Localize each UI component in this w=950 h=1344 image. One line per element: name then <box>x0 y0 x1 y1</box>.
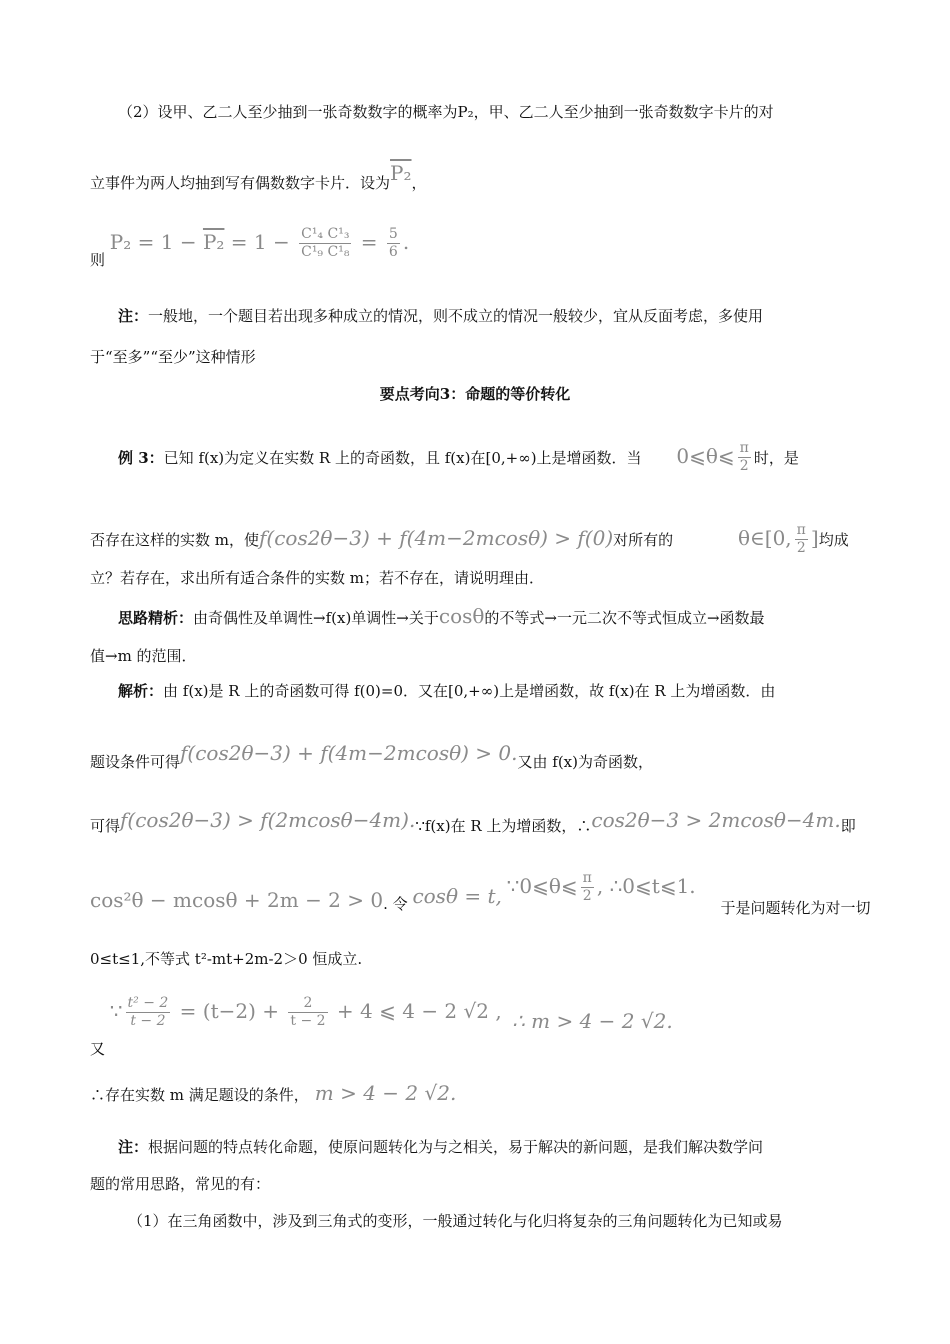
note-1-line2: 于“至多”“至少”这种情形 <box>90 348 256 366</box>
p2-complement-symbol: P₂ <box>390 161 412 185</box>
example-3-line3: 立？若存在，求出所有适合条件的实数 m；若不存在，请说明理由． <box>90 569 544 587</box>
note-2-line1: 注：根据问题的特点转化命题，使原问题转化为与之相关，易于解决的新问题，是我们解决数学问 <box>118 1138 764 1156</box>
solution-line3: 可得f(cos2θ−3) > f(2mcosθ−4m).∵f(x)在 R 上为增函数，∴cos2θ−3 > 2mcosθ−4m.即 <box>90 808 856 835</box>
note-2-line3: （1）在三角函数中，涉及到三角式的变形，一般通过转化与化归将复杂的三角问题转化为已知或易 <box>128 1212 783 1230</box>
combination-fraction: $\frac{\text{C¹₄ C¹₃}}{\text{C¹₉ C¹₈}}$ <box>301 226 350 260</box>
note-2-line2: 题的常用思路，常见的有： <box>90 1175 271 1193</box>
paragraph-2-line1: （2）设甲、乙二人至少抽到一张奇数数字的概率为P₂，甲、乙二人至少抽到一张奇数数字卡片的对 <box>118 103 774 121</box>
equation-1-line: 则 P₂ = 1 − P₂ = 1 − $\frac{\text{C¹₄ C¹₃}}{\text{C¹₉ C¹₈}}$ = $\frac{5}{6}$ . <box>90 226 410 269</box>
solution-line6: 又 ∵ $\frac{\text{t² − 2}}{t - 2}$ = (t−2) + $\frac{2}{t - 2}$ + 4 ⩽ 4 − 2 √2 , ∴ m > 4 − 2 √2. <box>90 995 673 1058</box>
solution-line2: 题设条件可得f(cos2θ−3) + f(4m−2mcosθ) > 0.又由 f(x)为奇函数， <box>90 741 653 771</box>
example-3-line2: 否存在这样的实数 m，使f(cos2θ−3) + f(4m−2mcosθ) > f(0)对所有的 θ∈[0, $\frac{\pi}{2}$ ]均成 <box>90 522 849 556</box>
example-3-line1: 例 3：已知 f(x)为定义在实数 R 上的奇函数，且 f(x)在[0,+∞)上是增函数．当 0⩽θ⩽ $\frac{\pi}{2}$ 时，是 <box>118 440 799 474</box>
idea-line1: 思路精析：由奇偶性及单调性→f(x)单调性→关于cosθ的不等式→一元二次不等式恒成立→函数最 <box>118 604 765 628</box>
idea-line2: 值→m 的范围． <box>90 647 197 665</box>
solution-line4: cos²θ − mcosθ + 2m − 2 > 0. 令 cosθ = t, ∵0⩽θ⩽ $\frac{\pi}{2}$ , ∴0⩽t⩽1. 于是问题转化为对一切 <box>90 870 871 917</box>
solution-line1: 解析：由 f(x)是 R 上的奇函数可得 f(0)=0．又在[0,+∞)上是增函数，故 f(x)在 R 上为增函数．由 <box>118 682 776 700</box>
solution-line5: 0≤t≤1,不等式 t²-mt+2m-2＞0 恒成立. <box>90 950 363 968</box>
section-heading: 要点考向3：命题的等价转化 <box>379 385 571 403</box>
note-1-line1: 注：一般地，一个题目若出现多种成立的情况，则不成立的情况一般较少，宜从反面考虑，多使用 <box>118 307 764 325</box>
solution-line7: ∴存在实数 m 满足题设的条件， m > 4 − 2 √2. <box>90 1081 457 1105</box>
result-fraction: $\frac{5}{6}$ <box>388 226 398 260</box>
paragraph-2-line2: 立事件为两人均抽到写有偶数数字卡片．设为P₂， <box>90 161 427 192</box>
